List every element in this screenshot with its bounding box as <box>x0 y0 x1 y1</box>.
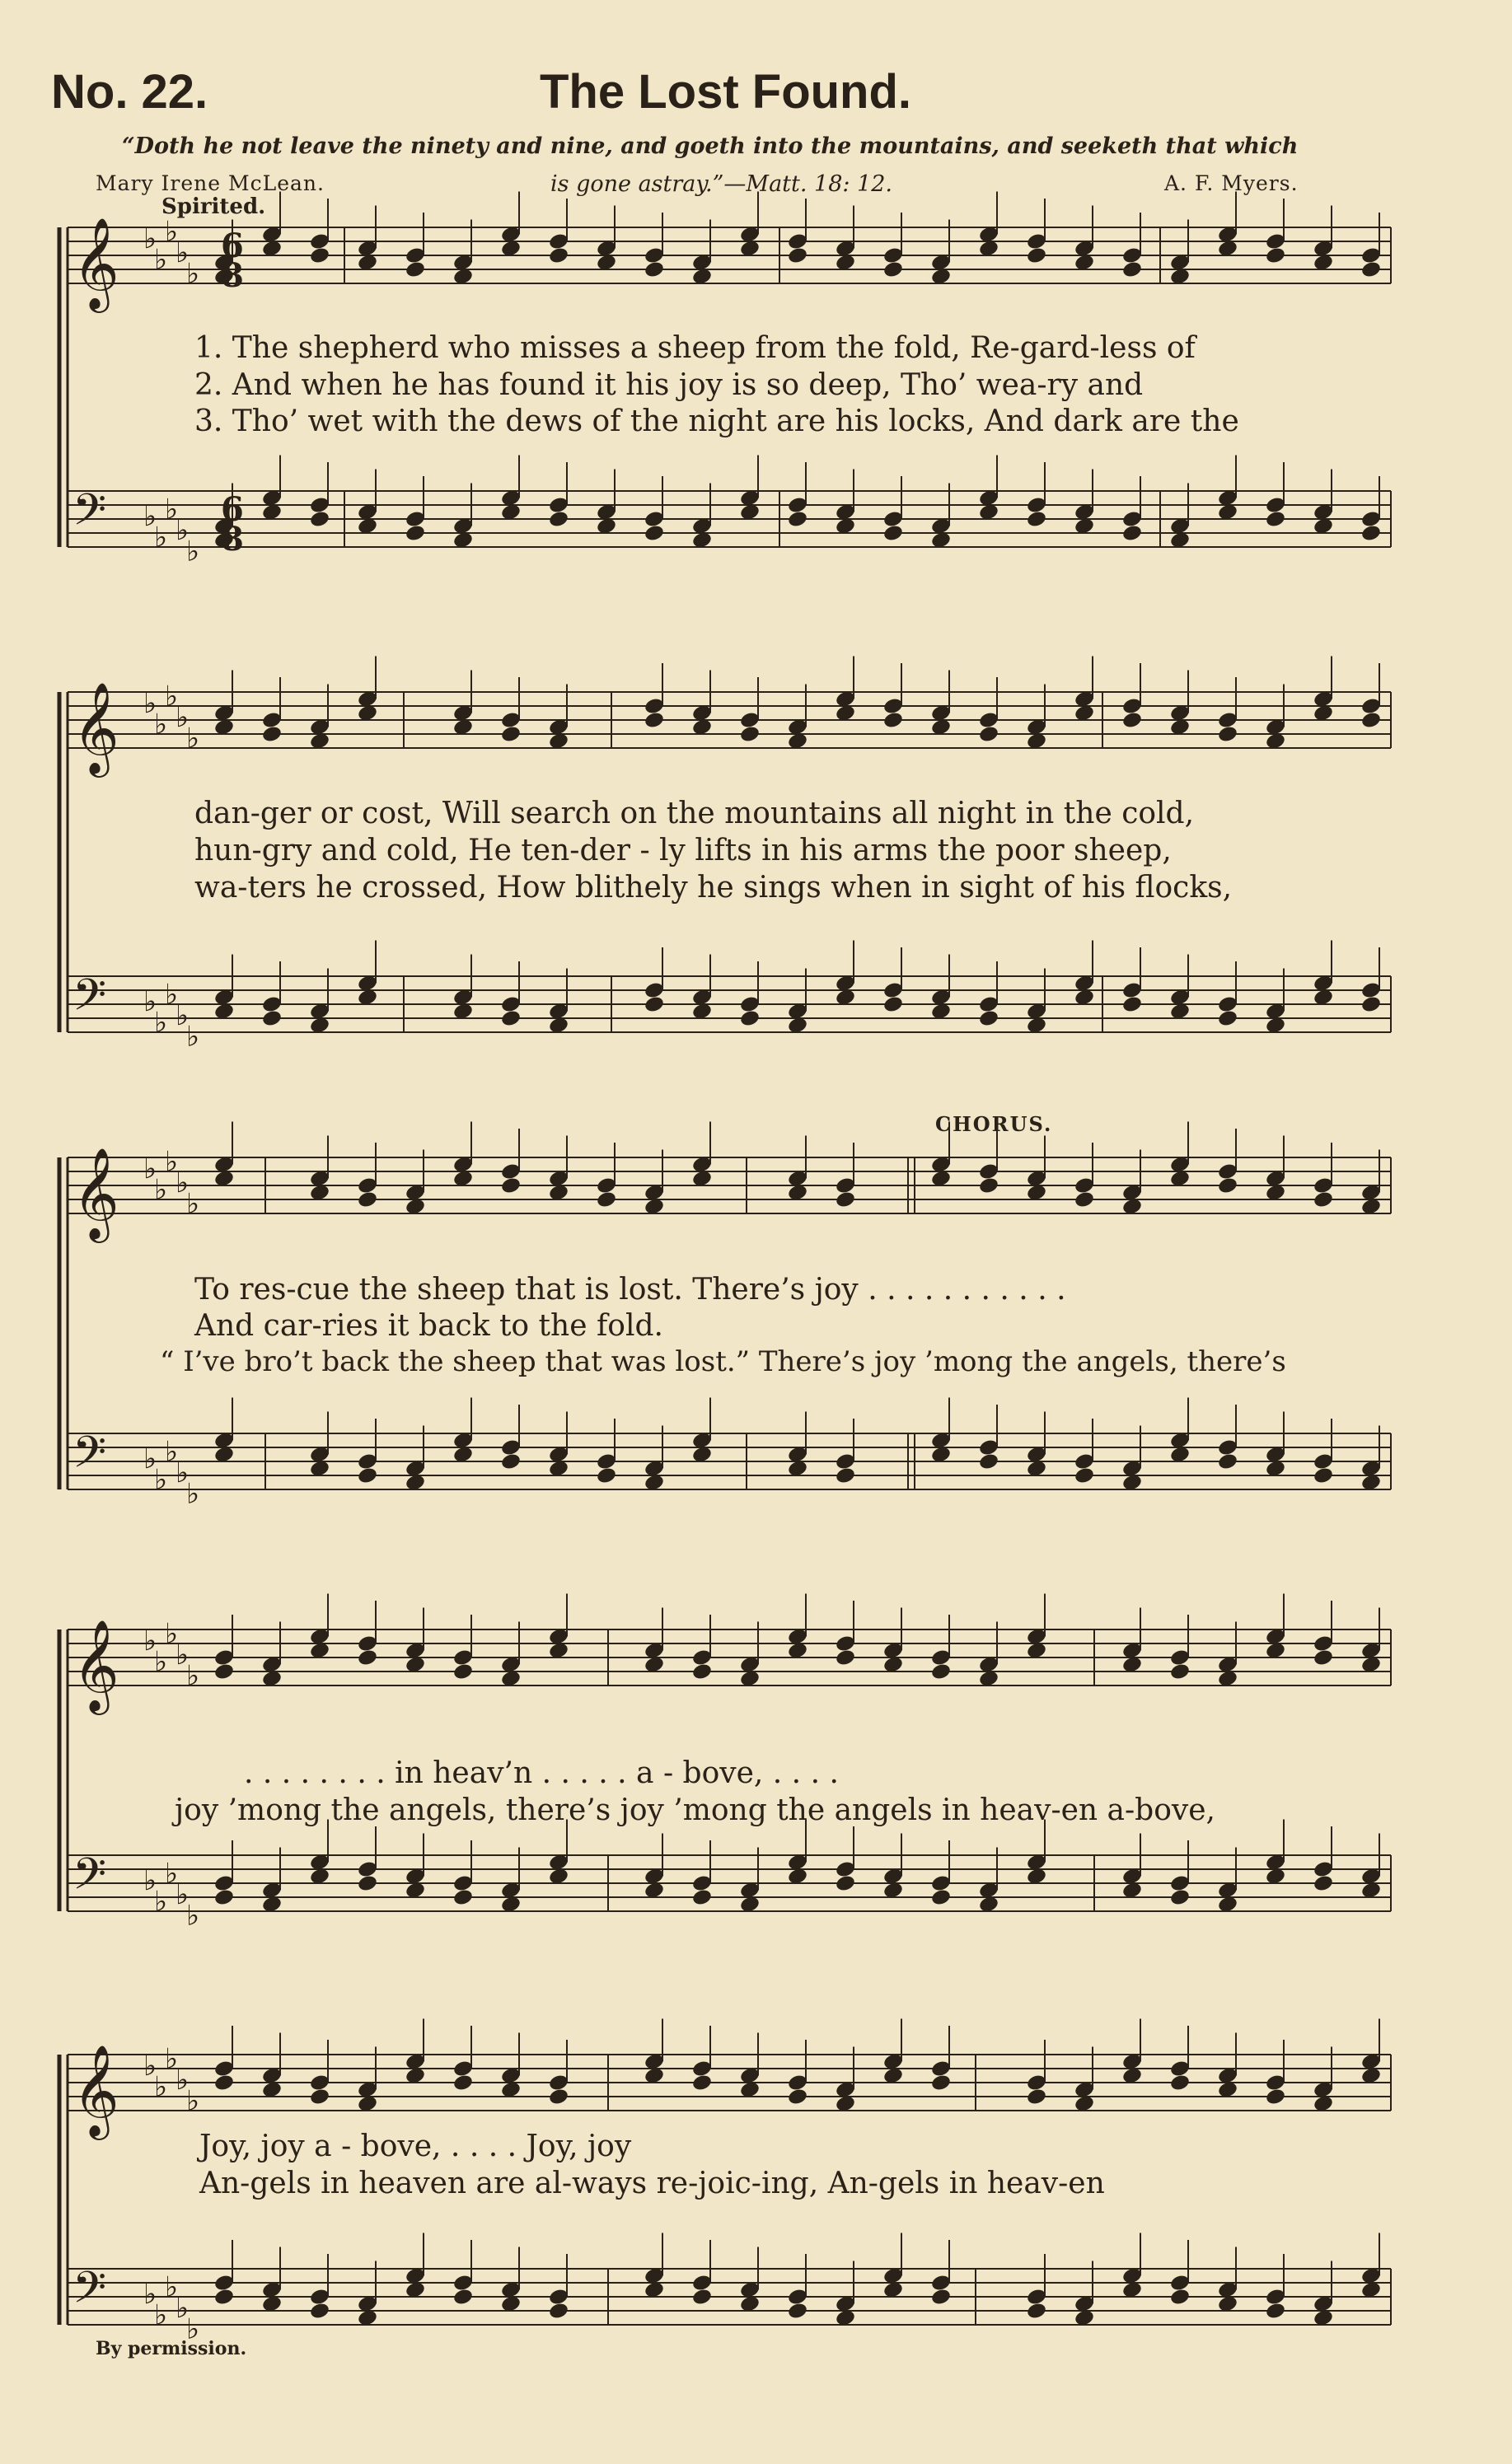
flat-icon: ♭ <box>165 680 179 713</box>
note-head <box>978 725 999 744</box>
note-head <box>1074 1190 1095 1209</box>
note-head <box>1074 1466 1095 1485</box>
note-head <box>835 1648 856 1667</box>
lyric-line: To res-cue the sheep that is lost. There’s joy . . . . . . . . . . . <box>194 1273 1066 1307</box>
note-head <box>452 2074 474 2092</box>
flat-icon: ♭ <box>143 985 157 1018</box>
flat-icon: ♭ <box>165 1435 179 1469</box>
note-head <box>644 524 665 543</box>
note-head <box>978 1452 999 1471</box>
flat-icon: ♭ <box>186 1659 200 1693</box>
note-head <box>1360 995 1382 1014</box>
flat-icon: ♭ <box>165 493 179 526</box>
lyric-line: wa-ters he crossed, How blithely he sings when in sight of his flocks, <box>194 871 1233 905</box>
note-head <box>309 510 330 529</box>
flat-icon: ♭ <box>154 708 168 741</box>
hymn-title: The Lost Found. <box>540 65 912 119</box>
lyric-line: . . . . . . . . in heav’n . . . . . a - bove, . . . . <box>244 1756 839 1790</box>
note-head <box>1313 1466 1334 1485</box>
flat-icon: ♭ <box>154 1645 168 1679</box>
note-head <box>452 1662 474 1681</box>
note-head <box>500 725 522 744</box>
note-head <box>644 711 665 730</box>
note-head <box>596 1466 617 1485</box>
flat-icon: ♭ <box>186 1899 200 1933</box>
flat-icon: ♭ <box>176 701 190 734</box>
lyric-line: Joy, joy a - bove, . . . . Joy, joy <box>199 2130 632 2163</box>
epigraph-line-2: is gone astray.”—Matt. 18: 12. <box>550 171 893 197</box>
flat-icon: ♭ <box>154 521 168 554</box>
note-head <box>1217 1176 1238 1195</box>
note-head <box>405 524 426 543</box>
note-head <box>930 2074 952 2092</box>
note-head <box>691 2074 713 2092</box>
bass-clef-icon: 𝄢 <box>73 1849 107 1910</box>
note-head <box>548 2302 569 2321</box>
flat-icon: ♭ <box>186 257 200 291</box>
flat-icon: ♭ <box>165 1617 179 1651</box>
flat-icon: ♭ <box>154 2070 168 2104</box>
flat-icon: ♭ <box>176 1456 190 1489</box>
note-head <box>691 1888 713 1907</box>
flat-icon: ♭ <box>176 514 190 547</box>
treble-clef-icon: 𝄞 <box>73 2044 119 2136</box>
flat-icon: ♭ <box>143 1153 157 1185</box>
note-head <box>1121 995 1143 1014</box>
note-head <box>835 1190 856 1209</box>
time-signature: 6 <box>221 227 244 265</box>
flat-icon: ♭ <box>143 1864 157 1897</box>
note-head <box>1265 2088 1286 2106</box>
composer-credit: A. F. Myers. <box>1164 171 1299 195</box>
lyric-line: 1. The shepherd who misses a sheep from the fold, Re-gard-less of <box>194 331 1196 365</box>
lyric-line: dan-ger or cost, Will search on the mountains all night in the cold, <box>194 797 1195 830</box>
author-credit: Mary Irene McLean. <box>96 171 325 195</box>
note-head <box>1313 1190 1334 1209</box>
flat-icon: ♭ <box>143 1442 157 1475</box>
note-head <box>739 725 761 744</box>
flat-icon: ♭ <box>186 2084 200 2118</box>
flat-icon: ♭ <box>154 1006 168 1040</box>
note-head <box>644 995 665 1014</box>
note-head <box>452 1888 474 1907</box>
flat-icon: ♭ <box>165 1857 179 1891</box>
note-head <box>930 1888 952 1907</box>
flat-icon: ♭ <box>186 722 200 755</box>
flat-icon: ♭ <box>154 1173 168 1207</box>
note-head <box>548 246 569 265</box>
note-head <box>787 246 808 265</box>
note-head <box>1121 524 1143 543</box>
flat-icon: ♭ <box>154 1463 168 1497</box>
note-head <box>500 1176 522 1195</box>
time-signature: 6 <box>221 490 244 529</box>
flat-icon: ♭ <box>165 215 179 249</box>
note-head <box>1313 1874 1334 1893</box>
lyric-line: hun-gry and cold, He ten-der - ly lifts in his arms the poor sheep, <box>194 834 1172 867</box>
note-head <box>1169 1662 1191 1681</box>
flat-icon: ♭ <box>143 2278 157 2311</box>
note-head <box>261 1009 283 1028</box>
note-head <box>787 510 808 529</box>
epigraph-line-1: “Doth he not leave the ninety and nine, and goeth into the mountains, and seeketh that which <box>122 133 1299 159</box>
flat-icon: ♭ <box>143 222 157 255</box>
hymn-number: No. 22. <box>51 65 208 119</box>
note-head <box>930 1662 952 1681</box>
note-head <box>1360 711 1382 730</box>
flat-icon: ♭ <box>154 243 168 277</box>
flat-icon: ♭ <box>176 2064 190 2097</box>
note-head <box>1265 510 1286 529</box>
treble-clef-icon: 𝄞 <box>73 217 119 309</box>
note-head <box>309 2088 330 2106</box>
permission-note: By permission. <box>96 2338 247 2359</box>
lyric-line: 2. And when he has found it his joy is so deep, Tho’ wea-ry and <box>194 368 1144 402</box>
note-head <box>739 1009 761 1028</box>
flat-icon: ♭ <box>176 999 190 1032</box>
lyric-line: An-gels in heaven are al-ways re-joic-ing, An-gels in heav-en <box>199 2167 1105 2200</box>
flat-icon: ♭ <box>143 2050 157 2083</box>
bass-clef-icon: 𝄢 <box>73 485 107 546</box>
bass-clef-icon: 𝄢 <box>73 970 107 1031</box>
note-head <box>357 1190 378 1209</box>
flat-icon: ♭ <box>165 1145 179 1179</box>
note-head <box>978 1176 999 1195</box>
treble-clef-icon: 𝄞 <box>73 681 119 774</box>
note-head <box>1265 2302 1286 2321</box>
note-head <box>1121 260 1143 279</box>
flat-icon: ♭ <box>176 236 190 269</box>
note-head <box>548 2088 569 2106</box>
note-head <box>644 260 665 279</box>
treble-clef-icon: 𝄞 <box>73 1619 119 1711</box>
note-head <box>691 2288 713 2307</box>
note-head <box>1169 1888 1191 1907</box>
bass-clef-icon: 𝄢 <box>73 1428 107 1489</box>
lyric-line: 3. Tho’ wet with the dews of the night are his locks, And dark are the <box>194 404 1239 438</box>
note-head <box>309 2302 330 2321</box>
note-head <box>930 2288 952 2307</box>
flat-icon: ♭ <box>143 1625 157 1657</box>
flat-icon: ♭ <box>186 1477 200 1511</box>
flat-icon: ♭ <box>186 1187 200 1221</box>
tempo-marking: Spirited. <box>161 194 266 219</box>
flat-icon: ♭ <box>143 500 157 533</box>
flat-icon: ♭ <box>176 2292 190 2325</box>
note-head <box>309 246 330 265</box>
note-head <box>1265 246 1286 265</box>
flat-icon: ♭ <box>165 2270 179 2304</box>
note-head <box>213 2074 235 2092</box>
note-head <box>213 1888 235 1907</box>
note-head <box>1121 711 1143 730</box>
note-head <box>357 1648 378 1667</box>
note-head <box>1360 260 1382 279</box>
note-head <box>213 2288 235 2307</box>
note-head <box>1169 2288 1191 2307</box>
flat-icon: ♭ <box>154 1885 168 1919</box>
note-head <box>1313 1648 1334 1667</box>
note-head <box>691 1662 713 1681</box>
note-head <box>1217 725 1238 744</box>
treble-clef-icon: 𝄞 <box>73 1147 119 1239</box>
note-head <box>978 1009 999 1028</box>
note-head <box>882 260 904 279</box>
note-head <box>1169 2074 1191 2092</box>
flat-icon: ♭ <box>165 2042 179 2076</box>
note-head <box>548 510 569 529</box>
note-head <box>882 711 904 730</box>
flat-icon: ♭ <box>176 1167 190 1199</box>
note-head <box>1217 1452 1238 1471</box>
note-head <box>882 995 904 1014</box>
flat-icon: ♭ <box>176 1639 190 1671</box>
lyric-line: And car-ries it back to the fold. <box>194 1309 663 1343</box>
note-head <box>882 524 904 543</box>
flat-icon: ♭ <box>186 2312 200 2346</box>
note-head <box>357 1874 378 1893</box>
note-head <box>787 2302 808 2321</box>
bass-clef-icon: 𝄢 <box>73 2263 107 2324</box>
note-head <box>835 1466 856 1485</box>
flat-icon: ♭ <box>176 1878 190 1911</box>
note-head <box>500 1009 522 1028</box>
note-head <box>596 1190 617 1209</box>
lyric-line: “ I’ve bro’t back the sheep that was lost.” There’s joy ’mong the angels, there’s <box>160 1345 1286 1378</box>
lyric-line: joy ’mong the angels, there’s joy ’mong the angels in heav-en a-bove, <box>175 1793 1215 1827</box>
note-head <box>1026 2088 1047 2106</box>
note-head <box>1026 246 1047 265</box>
note-head <box>1217 1009 1238 1028</box>
flat-icon: ♭ <box>143 687 157 720</box>
chorus-label: CHORUS. <box>935 1112 1053 1136</box>
time-signature: 8 <box>221 256 244 295</box>
note-head <box>787 2088 808 2106</box>
flat-icon: ♭ <box>165 978 179 1012</box>
note-head <box>261 725 283 744</box>
time-signature: 8 <box>221 520 244 559</box>
note-head <box>357 1466 378 1485</box>
flat-icon: ♭ <box>186 535 200 568</box>
note-head <box>452 2288 474 2307</box>
note-head <box>1026 510 1047 529</box>
flat-icon: ♭ <box>186 1020 200 1054</box>
note-head <box>213 1662 235 1681</box>
note-head <box>1026 2302 1047 2321</box>
note-head <box>835 1874 856 1893</box>
note-head <box>1360 524 1382 543</box>
flat-icon: ♭ <box>154 2298 168 2332</box>
note-head <box>405 260 426 279</box>
note-head <box>500 1452 522 1471</box>
